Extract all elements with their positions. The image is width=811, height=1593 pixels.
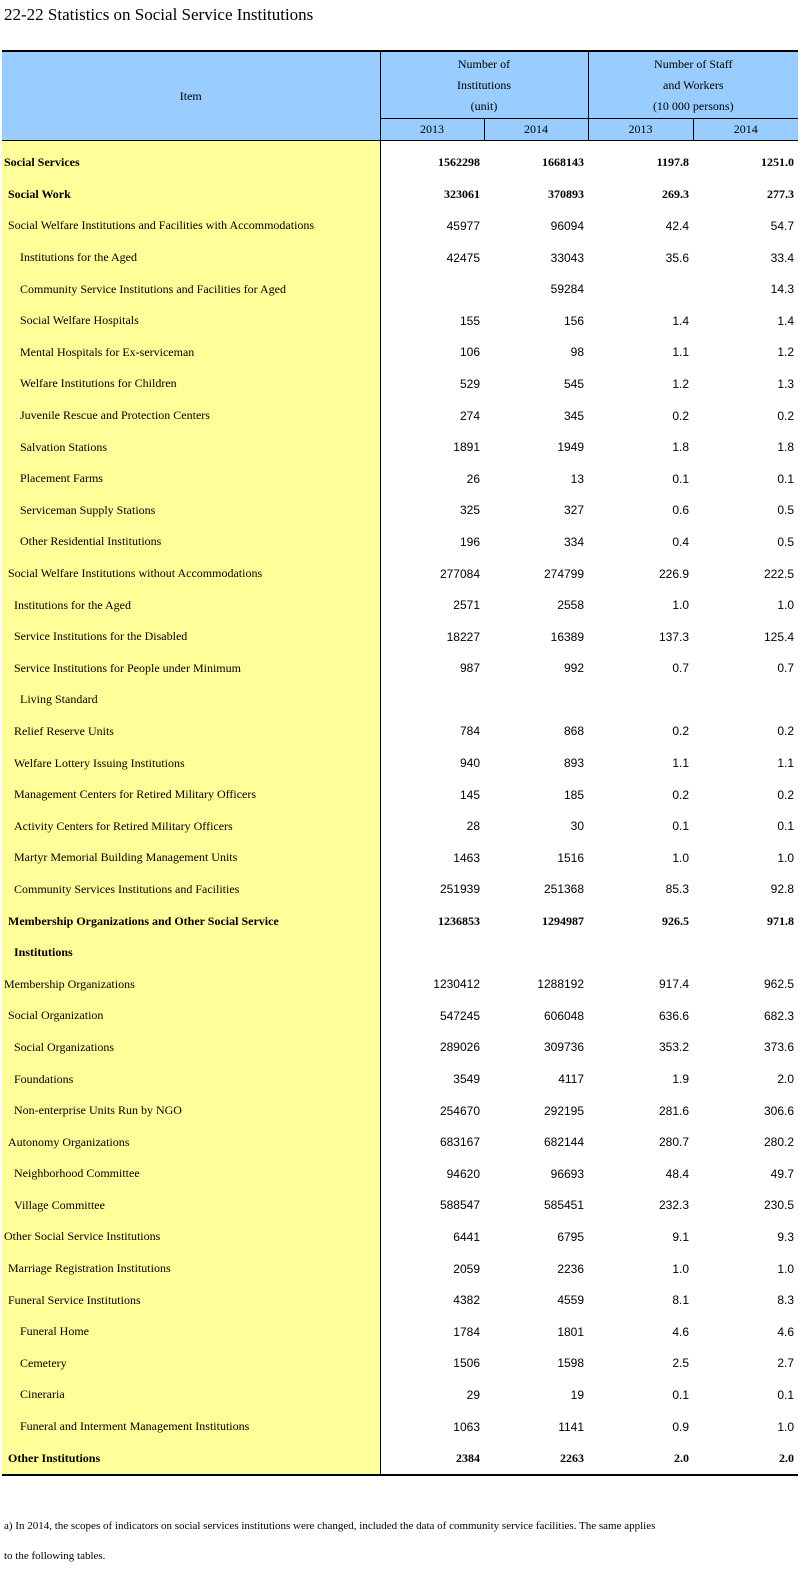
institutions-value: 254670: [439, 1103, 480, 1118]
staff-value: 1.4: [672, 313, 690, 328]
institutions-value: 94620: [446, 1166, 480, 1181]
table-row: [2, 842, 798, 874]
footnote: [4, 1511, 804, 1571]
institutions-value: 185: [563, 787, 585, 802]
institutions-value: 585451: [543, 1198, 585, 1213]
table-row: [2, 1348, 798, 1380]
institutions-value: 940: [459, 756, 480, 771]
institutions-value: 987: [459, 661, 480, 676]
institutions-value: 145: [459, 787, 480, 802]
institutions-value: 29: [466, 1387, 480, 1402]
staff-value: 1.4: [777, 313, 795, 328]
row-label: Welfare Institutions for Children: [2, 368, 380, 400]
institutions-value: 547245: [439, 1008, 480, 1023]
header-year: 2014: [484, 119, 588, 141]
row-label: Village Committee: [2, 1190, 380, 1222]
institutions-value: 155: [459, 313, 480, 328]
table-row: [2, 1284, 798, 1316]
institutions-value: 289026: [439, 1040, 480, 1055]
staff-value: 1.1: [672, 756, 690, 771]
row-label: Funeral Home: [2, 1316, 380, 1348]
table-row: [2, 210, 798, 242]
row-label: Non-enterprise Units Run by NGO: [2, 1095, 380, 1127]
institutions-value: 274799: [543, 566, 585, 581]
row-label: Neighborhood Committee: [2, 1158, 380, 1190]
row-label: Social Organization: [2, 1000, 380, 1032]
table-row: [2, 431, 798, 463]
row-label: Other Residential Institutions: [2, 526, 380, 558]
institutions-value: 1562298: [438, 155, 480, 170]
staff-value: 277.3: [767, 186, 795, 201]
staff-value: 0.1: [672, 819, 690, 834]
institutions-value: 327: [563, 503, 585, 518]
row-label: Activity Centers for Retired Military Officers: [2, 810, 380, 842]
row-label: Funeral and Interment Management Institutions: [2, 1411, 380, 1443]
institutions-value: 19: [570, 1387, 585, 1402]
staff-value: 2.7: [777, 1356, 795, 1371]
staff-value: 48.4: [665, 1166, 690, 1181]
table-row: [2, 463, 798, 495]
institutions-value: 325: [459, 503, 480, 518]
table-body: [2, 141, 798, 1475]
institutions-value: 33043: [550, 250, 585, 265]
institutions-value: 16389: [550, 629, 585, 644]
row-label: Other Social Service Institutions: [2, 1221, 380, 1253]
row-label: Social Welfare Institutions and Facilities with Accommodations: [2, 210, 380, 242]
table-row: [2, 1126, 798, 1158]
institutions-value: 196: [459, 534, 480, 549]
staff-value: 35.6: [665, 250, 690, 265]
institutions-value: 6441: [453, 1229, 480, 1244]
staff-value: 222.5: [763, 566, 795, 581]
staff-value: 0.1: [777, 1387, 795, 1402]
institutions-value: 13: [570, 471, 585, 486]
institutions-value: 59284: [550, 282, 585, 297]
table-row: [2, 1095, 798, 1127]
row-label: Service Institutions for the Disabled: [2, 621, 380, 653]
institutions-value: 2384: [456, 1450, 480, 1465]
staff-value: 2.0: [777, 1072, 795, 1087]
institutions-value: [380, 937, 484, 969]
institutions-value: 274: [459, 408, 480, 423]
staff-value: [588, 937, 693, 969]
table-row: [2, 874, 798, 906]
table-row: [2, 558, 798, 590]
row-label: Membership Organizations: [2, 968, 380, 1000]
table-row: [2, 1411, 798, 1443]
staff-value: 0.4: [672, 534, 690, 549]
institutions-value: 1063: [453, 1419, 480, 1434]
staff-value: 1.0: [672, 850, 690, 865]
row-label: Management Centers for Retired Military Officers: [2, 779, 380, 811]
institutions-value: 277084: [439, 566, 480, 581]
row-label: Social Welfare Institutions without Accommodations: [2, 558, 380, 590]
staff-value: 85.3: [665, 882, 690, 897]
institutions-value: 30: [570, 819, 585, 834]
institutions-value: 893: [563, 756, 585, 771]
staff-value: 9.1: [672, 1229, 690, 1244]
table-row: [2, 1000, 798, 1032]
staff-value: 0.9: [672, 1419, 690, 1434]
row-label: Social Welfare Hospitals: [2, 305, 380, 337]
table-row: [2, 1316, 798, 1348]
staff-value: 226.9: [658, 566, 690, 581]
staff-value: 636.6: [658, 1008, 690, 1023]
institutions-value: 1141: [558, 1419, 585, 1434]
staff-value: 42.4: [665, 218, 690, 233]
staff-value: 0.1: [672, 471, 690, 486]
institutions-value: 309736: [543, 1040, 585, 1055]
staff-value: 0.1: [777, 471, 795, 486]
header-institutions: [380, 51, 588, 119]
institutions-value: 156: [563, 313, 585, 328]
staff-value: 281.6: [658, 1103, 690, 1118]
institutions-value: [380, 273, 484, 305]
staff-value: 353.2: [658, 1040, 690, 1055]
institutions-value: 345: [563, 408, 585, 423]
institutions-value: 1506: [453, 1356, 480, 1371]
staff-value: 0.6: [672, 503, 690, 518]
staff-value: 1.1: [672, 345, 690, 360]
row-label: Salvation Stations: [2, 431, 380, 463]
row-label: Foundations: [2, 1063, 380, 1095]
header-staff-line: Number of Staff: [654, 56, 733, 71]
staff-value: [588, 684, 693, 716]
institutions-value: 106: [459, 345, 480, 360]
institutions-value: 1949: [557, 440, 585, 455]
table-row: [2, 400, 798, 432]
institutions-value: 588547: [439, 1198, 480, 1213]
institutions-value: 28: [466, 819, 480, 834]
table-row: [2, 273, 798, 305]
institutions-value: 1463: [453, 850, 480, 865]
row-label: Juvenile Rescue and Protection Centers: [2, 400, 380, 432]
table-row: [2, 1190, 798, 1222]
institutions-value: 45977: [446, 218, 480, 233]
institutions-value: 2236: [557, 1261, 585, 1276]
staff-value: 4.6: [777, 1324, 795, 1339]
institutions-value: 868: [563, 724, 585, 739]
institutions-value: 4559: [557, 1293, 585, 1308]
footnote-line: to the following tables.: [4, 1550, 106, 1562]
institutions-value: 3549: [453, 1072, 480, 1087]
institutions-value: 1236853: [438, 913, 480, 928]
staff-value: 9.3: [777, 1229, 795, 1244]
staff-value: 0.7: [672, 661, 690, 676]
staff-value: 1.1: [777, 756, 795, 771]
table-row: [2, 368, 798, 400]
staff-value: 280.2: [763, 1135, 795, 1150]
row-label: Social Work: [2, 179, 380, 211]
table-row: [2, 305, 798, 337]
table-row: [2, 1032, 798, 1064]
institutions-value: 26: [466, 471, 480, 486]
row-label: Social Services: [2, 141, 380, 179]
institutions-value: 42475: [446, 250, 480, 265]
institutions-value: 2558: [557, 598, 585, 613]
header-institutions-line: (unit): [470, 98, 498, 113]
institutions-value: 98: [570, 345, 585, 360]
table-row: [2, 1442, 798, 1475]
table-row: [2, 495, 798, 527]
staff-value: 2.0: [674, 1450, 690, 1465]
header-staff: [588, 51, 798, 119]
table-row: [2, 653, 798, 685]
row-label: Institutions for the Aged: [2, 589, 380, 621]
staff-value: 54.7: [770, 218, 795, 233]
row-label: Institutions: [2, 937, 380, 969]
row-label: Mental Hospitals for Ex-serviceman: [2, 337, 380, 369]
institutions-value: 96693: [550, 1166, 585, 1181]
staff-value: 1.3: [777, 376, 795, 391]
row-label: Membership Organizations and Other Social Service: [2, 905, 380, 937]
institutions-value: 1516: [557, 850, 585, 865]
staff-value: 971.8: [767, 913, 795, 928]
staff-value: 917.4: [658, 977, 690, 992]
staff-value: 2.5: [672, 1356, 690, 1371]
row-label: Welfare Lottery Issuing Institutions: [2, 747, 380, 779]
table-row: [2, 779, 798, 811]
institutions-value: 1294987: [542, 913, 585, 928]
institutions-value: 4382: [453, 1293, 480, 1308]
staff-value: 1.2: [777, 345, 795, 360]
institutions-value: 1598: [557, 1356, 585, 1371]
institutions-value: 1288192: [537, 977, 585, 992]
staff-value: 1.8: [672, 440, 690, 455]
table-row: [2, 1063, 798, 1095]
institutions-value: 96094: [550, 218, 585, 233]
institutions-value: 606048: [543, 1008, 585, 1023]
staff-value: 0.1: [672, 1387, 690, 1402]
row-label: Cemetery: [2, 1348, 380, 1380]
table-row: [2, 141, 798, 179]
row-label: Community Service Institutions and Facilities for Aged: [2, 273, 380, 305]
institutions-value: 682144: [543, 1135, 585, 1150]
staff-value: 2.0: [779, 1450, 795, 1465]
staff-value: 0.5: [777, 503, 795, 518]
row-label: Institutions for the Aged: [2, 242, 380, 274]
institutions-value: 784: [459, 724, 480, 739]
page-title: 22-22 Statistics on Social Service Institutions: [4, 5, 314, 24]
institutions-value: 545: [563, 376, 585, 391]
staff-value: [693, 937, 798, 969]
staff-value: 92.8: [770, 882, 795, 897]
staff-value: 1.0: [777, 1261, 795, 1276]
staff-value: 1.0: [777, 598, 795, 613]
row-label: Placement Farms: [2, 463, 380, 495]
row-label: Autonomy Organizations: [2, 1126, 380, 1158]
staff-value: 682.3: [763, 1008, 795, 1023]
row-label: Marriage Registration Institutions: [2, 1253, 380, 1285]
institutions-value: 323061: [444, 186, 480, 201]
table-row: [2, 1221, 798, 1253]
row-label: Martyr Memorial Building Management Units: [2, 842, 380, 874]
staff-value: 0.1: [777, 819, 795, 834]
staff-value: 1.0: [777, 850, 795, 865]
row-label: Funeral Service Institutions: [2, 1284, 380, 1316]
institutions-value: [484, 937, 588, 969]
table-row: [2, 589, 798, 621]
staff-value: 8.3: [777, 1293, 795, 1308]
header-institutions-line: Institutions: [457, 77, 512, 92]
institutions-value: [380, 684, 484, 716]
staff-value: 0.2: [777, 724, 795, 739]
staff-value: 0.2: [777, 408, 795, 423]
row-label: Cineraria: [2, 1379, 380, 1411]
row-label: Community Services Institutions and Facilities: [2, 874, 380, 906]
staff-value: [693, 684, 798, 716]
staff-value: 962.5: [763, 977, 795, 992]
table-row: [2, 337, 798, 369]
table-row: [2, 968, 798, 1000]
staff-value: 1251.0: [761, 155, 795, 170]
staff-value: 49.7: [770, 1166, 795, 1181]
institutions-value: 1801: [557, 1324, 585, 1339]
table-row: [2, 242, 798, 274]
institutions-value: 992: [563, 661, 585, 676]
table-row: [2, 716, 798, 748]
staff-value: 1197.8: [656, 155, 690, 170]
staff-value: 1.9: [672, 1072, 690, 1087]
institutions-value: 4117: [558, 1072, 585, 1087]
institutions-value: 1230412: [433, 977, 480, 992]
staff-value: 1.8: [777, 440, 795, 455]
staff-value: 232.3: [658, 1198, 690, 1213]
table-row: [2, 905, 798, 937]
statistics-table: [2, 50, 798, 1476]
staff-value: 4.6: [672, 1324, 690, 1339]
table-row: [2, 179, 798, 211]
institutions-value: [484, 684, 588, 716]
staff-value: 230.5: [763, 1198, 795, 1213]
table-row: [2, 810, 798, 842]
header-staff-line: (10 000 persons): [652, 98, 734, 113]
staff-value: 0.2: [672, 724, 690, 739]
institutions-value: 2059: [453, 1261, 480, 1276]
row-label: Service Institutions for People under Minimum: [2, 653, 380, 685]
institutions-value: 6795: [557, 1229, 585, 1244]
institutions-value: 1668143: [542, 155, 585, 170]
table-row: [2, 684, 798, 716]
row-label: Relief Reserve Units: [2, 716, 380, 748]
institutions-value: 1891: [453, 440, 480, 455]
institutions-value: 18227: [446, 629, 480, 644]
staff-value: 0.7: [777, 661, 795, 676]
row-label: Social Organizations: [2, 1032, 380, 1064]
staff-value: 926.5: [662, 913, 690, 928]
footnote-line: a) In 2014, the scopes of indicators on social services institutions were changed, included the data of community service facilities. The same applies: [4, 1520, 656, 1532]
institutions-value: 683167: [439, 1135, 480, 1150]
row-label: Living Standard: [2, 684, 380, 716]
row-label: Other Institutions: [2, 1442, 380, 1475]
institutions-value: 2263: [560, 1450, 585, 1465]
institutions-value: 2571: [453, 598, 480, 613]
staff-value: 8.1: [672, 1293, 690, 1308]
header-item: Item: [2, 51, 380, 141]
table-row: [2, 1253, 798, 1285]
header-year: 2013: [380, 119, 484, 141]
staff-value: 280.7: [658, 1135, 690, 1150]
table-row: [2, 526, 798, 558]
staff-value: 33.4: [770, 250, 795, 265]
table-row: [2, 621, 798, 653]
table-row: [2, 747, 798, 779]
institutions-value: 370893: [548, 186, 585, 201]
staff-value: 1.0: [672, 598, 690, 613]
staff-value: 125.4: [763, 629, 795, 644]
institutions-value: 251368: [543, 882, 585, 897]
header-institutions-line: Number of: [457, 56, 511, 71]
staff-value: 1.0: [777, 1419, 795, 1434]
staff-value: 1.2: [672, 376, 690, 391]
header-year: 2014: [693, 119, 798, 141]
staff-value: 269.3: [662, 186, 690, 201]
institutions-value: 251939: [439, 882, 480, 897]
header-staff-line: and Workers: [663, 77, 724, 92]
institutions-value: 334: [563, 534, 585, 549]
institutions-value: 529: [459, 376, 480, 391]
staff-value: 0.5: [777, 534, 795, 549]
header-year: 2013: [588, 119, 693, 141]
row-label: Serviceman Supply Stations: [2, 495, 380, 527]
staff-value: 0.2: [672, 408, 690, 423]
staff-value: 0.2: [777, 787, 795, 802]
staff-value: 0.2: [672, 787, 690, 802]
staff-value: [588, 273, 693, 305]
staff-value: 14.3: [770, 282, 795, 297]
staff-value: 1.0: [672, 1261, 690, 1276]
table-row: [2, 937, 798, 969]
table-row: [2, 1379, 798, 1411]
staff-value: 137.3: [658, 629, 690, 644]
institutions-value: 1784: [453, 1324, 480, 1339]
staff-value: 306.6: [763, 1103, 795, 1118]
institutions-value: 292195: [543, 1103, 585, 1118]
staff-value: 373.6: [763, 1040, 795, 1055]
table-row: [2, 1158, 798, 1190]
